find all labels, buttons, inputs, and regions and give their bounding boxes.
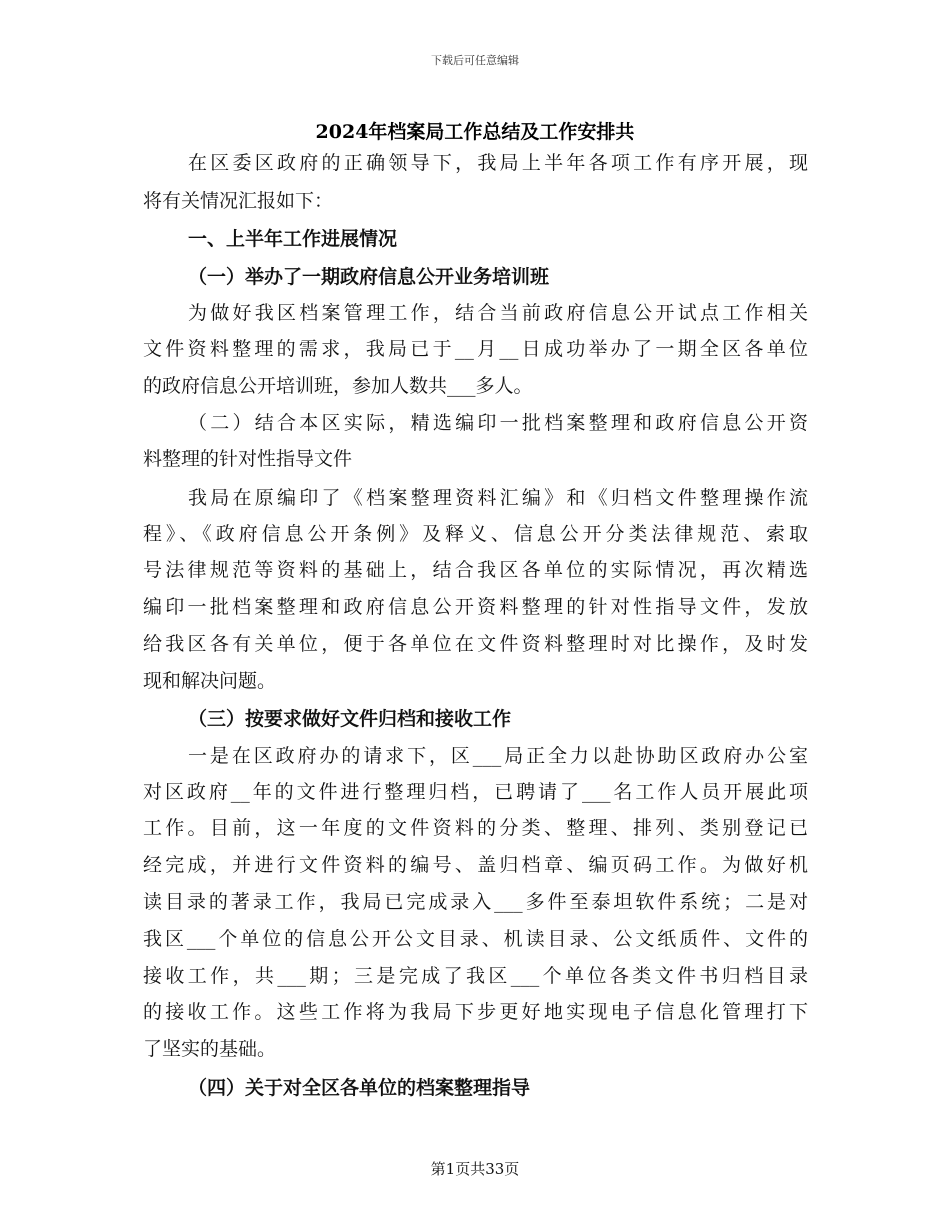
paragraph-line: 为做好我区档案管理工作，结合当前政府信息公开试点工作相关 [188,302,808,324]
paragraph-line: 将有关情况汇报如下： [143,190,334,212]
paragraph-line: 我局在原编印了《档案整理资料汇编》和《归档文件整理操作流 [188,487,808,509]
paragraph-line: 的接收工作。这些工作将为我局下步更好地实现电子信息化管理打下 [143,1001,808,1023]
paragraph-line: 编印一批档案整理和政府信息公开资料整理的针对性指导文件，发放 [143,596,808,618]
subsection-heading: （一）举办了一期政府信息公开业务培训班 [188,266,550,288]
subsection-heading: （三）按要求做好文件归档和接收工作 [188,708,512,730]
paragraph-line: 号法律规范等资料的基础上，结合我区各单位的实际情况，再次精选 [143,559,808,581]
paragraph-line: 给我区各有关单位，便于各单位在文件资料整理时对比操作，及时发 [143,633,808,655]
paragraph-line: 一是在区政府办的请求下，区___局正全力以赴协助区政府办公室 [188,745,808,767]
paragraph-line: 我区___个单位的信息公开公文目录、机读目录、公文纸质件、文件的 [143,928,808,950]
paragraph-line: 工作。目前，这一年度的文件资料的分类、整理、排列、类别登记已 [143,817,808,839]
page-footer: 第1页共33页 [430,1160,520,1178]
paragraph-line: 了坚实的基础。 [143,1038,277,1060]
paragraph-line: 经完成，并进行文件资料的编号、盖归档章、编页码工作。为做好机 [143,854,808,876]
document-title: 2024年档案局工作总结及工作安排共 [315,121,635,143]
paragraph-line: 的政府信息公开培训班，参加人数共___多人。 [143,375,533,397]
section-heading: 一、上半年工作进展情况 [188,228,398,250]
paragraph-line: 程》、《政府信息公开条例》及释义、信息公开分类法律规范、索取 [143,523,808,545]
paragraph-line: 接收工作，共___期；三是完成了我区___个单位各类文件书归档目录 [143,965,808,987]
paragraph-line: 现和解决问题。 [143,670,277,692]
paragraph-line: 文件资料整理的需求，我局已于__月__日成功举办了一期全区各单位 [143,338,808,360]
subsection-heading: 料整理的针对性指导文件 [143,448,353,470]
subsection-heading: （四）关于对全区各单位的档案整理指导 [188,1077,531,1099]
header-note: 下载后可任意编辑 [431,54,519,67]
paragraph-line: 对区政府__年的文件进行整理归档，已聘请了___名工作人员开展此项 [143,781,808,803]
paragraph-line: 在区委区政府的正确领导下，我局上半年各项工作有序开展，现 [188,152,808,174]
subsection-heading: （二）结合本区实际，精选编印一批档案整理和政府信息公开资 [188,412,808,434]
paragraph-line: 读目录的著录工作，我局已完成录入___多件至泰坦软件系统；二是对 [143,891,808,913]
